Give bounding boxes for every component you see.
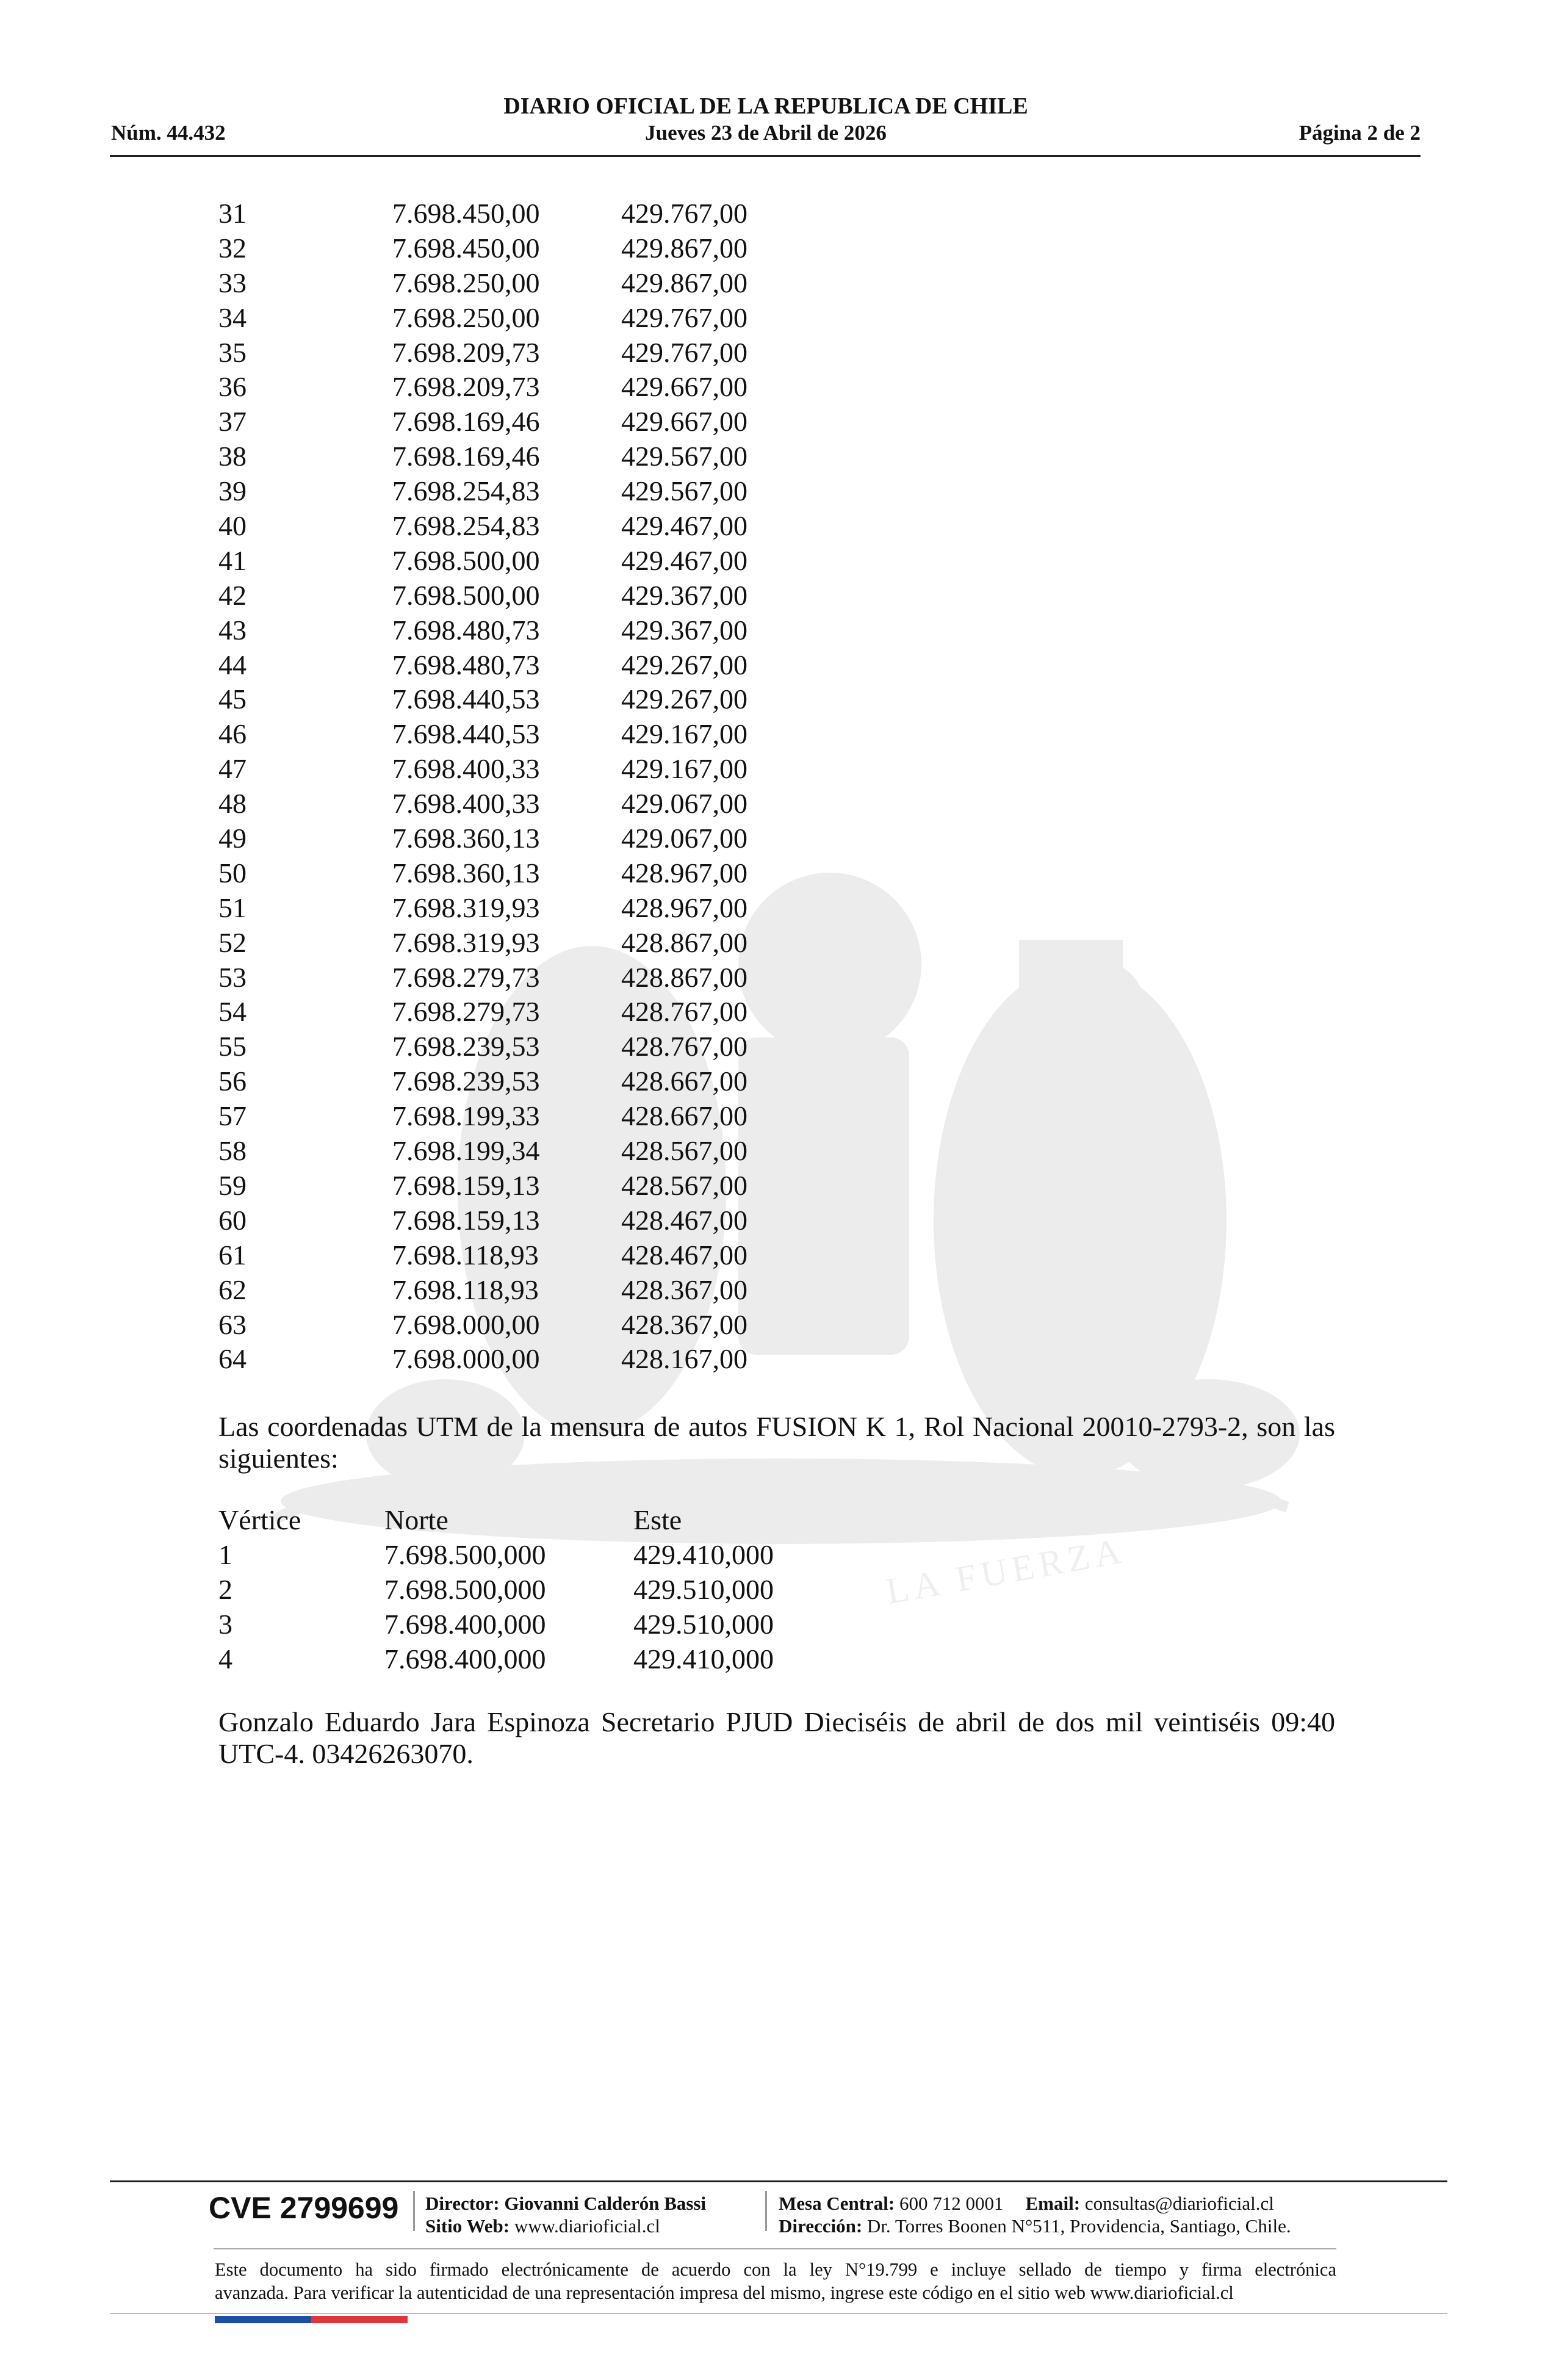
north-coordinate-cell: 7.698.480,73	[392, 649, 540, 680]
north-coordinate-cell: 7.698.239,53	[392, 1031, 540, 1062]
verification-note-line: avanzada. Para verificar la autenticidad de una representación impresa del mismo, ingrese este código en el sitio web www.diarioficial.cl	[215, 2282, 1234, 2303]
north-coordinate-cell: 7.698.250,00	[392, 301, 540, 333]
point-number-cell: 50	[218, 857, 247, 889]
north-coordinate-cell: 7.698.500,00	[392, 544, 540, 576]
east-coordinate-cell: 429.167,00	[621, 753, 747, 785]
east-coordinate-cell: 429.667,00	[621, 406, 747, 438]
east-coordinate-cell: 429.867,00	[621, 232, 747, 264]
vertex-table	[218, 1502, 890, 1676]
east-coordinate-cell: 429.767,00	[621, 198, 747, 229]
east-coordinate-cell: 428.767,00	[621, 1031, 747, 1062]
east-coordinate-cell: 428.367,00	[621, 1274, 747, 1305]
north-header-cell: Norte	[384, 1504, 448, 1535]
table-row	[218, 405, 829, 439]
point-number-cell: 52	[218, 926, 247, 958]
website-label: Sitio Web:	[425, 2215, 510, 2237]
table-row	[218, 891, 829, 926]
east-coordinate-cell: 429.567,00	[621, 441, 747, 472]
publication-title: DIARIO OFICIAL DE LA REPUBLICA DE CHILE	[503, 93, 1028, 119]
table-row	[218, 1308, 829, 1343]
north-coordinate-cell: 7.698.450,00	[392, 232, 540, 264]
east-coordinate-cell: 429.467,00	[621, 510, 747, 542]
point-number-cell: 40	[218, 510, 247, 542]
east-cell: 429.510,000	[633, 1574, 774, 1605]
point-number-cell: 41	[218, 544, 247, 576]
footer-contact-block	[779, 2192, 1291, 2237]
north-coordinate-cell: 7.698.319,93	[392, 926, 540, 958]
table-row	[218, 787, 829, 821]
point-number-cell: 63	[218, 1308, 247, 1340]
east-coordinate-cell: 429.867,00	[621, 267, 747, 298]
point-number-cell: 34	[218, 301, 247, 333]
director-label: Director:	[425, 2193, 500, 2214]
footer-separator	[765, 2191, 767, 2231]
point-number-cell: 39	[218, 475, 247, 507]
north-coordinate-cell: 7.698.319,93	[392, 892, 540, 923]
north-coordinate-cell: 7.698.199,34	[392, 1135, 540, 1167]
cve-code: CVE 2799699	[209, 2191, 399, 2225]
table-row	[218, 926, 829, 961]
table-row	[218, 231, 829, 266]
table-row	[218, 856, 829, 891]
email-link[interactable]: consultas@diarioficial.cl	[1084, 2193, 1274, 2214]
east-coordinate-cell: 428.167,00	[621, 1343, 747, 1375]
table-row	[218, 752, 829, 787]
vertex-table-header	[218, 1502, 890, 1537]
table-row	[218, 474, 829, 509]
footer-director-block	[425, 2192, 706, 2237]
east-coordinate-cell: 429.067,00	[621, 823, 747, 854]
footer-divider	[110, 2180, 1447, 2182]
table-row	[218, 197, 829, 231]
vertex-cell: 4	[218, 1643, 232, 1675]
north-coordinate-cell: 7.698.000,00	[392, 1308, 540, 1340]
address-text: Dr. Torres Boonen N°511, Providencia, Santiago, Chile.	[866, 2215, 1291, 2237]
north-coordinate-cell: 7.698.209,73	[392, 336, 540, 368]
north-coordinate-cell: 7.698.279,73	[392, 961, 540, 993]
north-coordinate-cell: 7.698.169,46	[392, 406, 540, 438]
table-row	[218, 648, 829, 683]
east-coordinate-cell: 429.767,00	[621, 301, 747, 333]
watermark-motto: LA FUERZA	[883, 1530, 1129, 1612]
footer-separator	[413, 2191, 415, 2231]
flag-stripe-red	[311, 2316, 408, 2323]
point-number-cell: 55	[218, 1031, 247, 1062]
flag-stripe-blue	[215, 2316, 311, 2323]
north-coordinate-cell: 7.698.279,73	[392, 996, 540, 1028]
vertex-cell: 2	[218, 1574, 232, 1605]
table-row	[218, 1099, 829, 1134]
north-cell: 7.698.400,000	[384, 1609, 546, 1640]
east-coordinate-cell: 429.067,00	[621, 788, 747, 820]
north-coordinate-cell: 7.698.450,00	[392, 198, 540, 229]
point-number-cell: 54	[218, 996, 247, 1028]
point-number-cell: 37	[218, 406, 247, 438]
table-row	[218, 439, 829, 474]
north-coordinate-cell: 7.698.000,00	[392, 1343, 540, 1375]
east-coordinate-cell: 429.367,00	[621, 579, 747, 611]
phone-number: 600 712 0001	[899, 2193, 1004, 2214]
north-coordinate-cell: 7.698.254,83	[392, 510, 540, 542]
east-coordinate-cell: 429.267,00	[621, 649, 747, 680]
table-row	[218, 1607, 890, 1642]
table-row	[218, 1537, 890, 1572]
table-row	[218, 1030, 829, 1064]
table-row	[218, 1342, 829, 1377]
north-coordinate-cell: 7.698.169,46	[392, 441, 540, 472]
north-coordinate-cell: 7.698.159,13	[392, 1204, 540, 1236]
east-coordinate-cell: 428.467,00	[621, 1204, 747, 1236]
east-coordinate-cell: 428.767,00	[621, 996, 747, 1028]
point-number-cell: 53	[218, 961, 247, 993]
table-row	[218, 370, 829, 405]
vertex-header-cell: Vértice	[218, 1504, 301, 1535]
table-row	[218, 1642, 890, 1676]
table-row	[218, 1238, 829, 1273]
point-number-cell: 49	[218, 823, 247, 854]
point-number-cell: 61	[218, 1239, 247, 1271]
east-coordinate-cell: 429.767,00	[621, 336, 747, 368]
north-coordinate-cell: 7.698.480,73	[392, 614, 540, 646]
north-coordinate-cell: 7.698.500,00	[392, 579, 540, 611]
phone-label: Mesa Central:	[779, 2193, 895, 2214]
north-coordinate-cell: 7.698.400,33	[392, 753, 540, 785]
east-coordinate-cell: 428.967,00	[621, 892, 747, 923]
east-coordinate-cell: 428.967,00	[621, 857, 747, 889]
point-number-cell: 42	[218, 579, 247, 611]
table-row	[218, 301, 829, 336]
east-cell: 429.410,000	[633, 1539, 774, 1570]
publication-date: Jueves 23 de Abril de 2026	[645, 121, 887, 145]
east-coordinate-cell: 429.667,00	[621, 371, 747, 403]
point-number-cell: 62	[218, 1274, 247, 1305]
footer-bottom-rule	[110, 2313, 1447, 2314]
table-row	[218, 579, 829, 613]
verification-note	[215, 2258, 1336, 2304]
east-coordinate-cell: 429.467,00	[621, 544, 747, 576]
point-number-cell: 51	[218, 892, 247, 923]
north-coordinate-cell: 7.698.159,13	[392, 1169, 540, 1201]
table-row	[218, 613, 829, 648]
north-coordinate-cell: 7.698.440,53	[392, 718, 540, 750]
point-number-cell: 36	[218, 371, 247, 403]
table-row	[218, 1572, 890, 1607]
table-row	[218, 821, 829, 856]
east-coordinate-cell: 428.567,00	[621, 1135, 747, 1167]
point-number-cell: 38	[218, 441, 247, 472]
north-coordinate-cell: 7.698.360,13	[392, 823, 540, 854]
point-number-cell: 64	[218, 1343, 247, 1375]
point-number-cell: 35	[218, 336, 247, 368]
table-row	[218, 1134, 829, 1169]
coordinates-table	[218, 197, 829, 1377]
point-number-cell: 59	[218, 1169, 247, 1201]
point-number-cell: 46	[218, 718, 247, 750]
north-coordinate-cell: 7.698.118,93	[392, 1274, 539, 1305]
page-indicator: Página 2 de 2	[1298, 121, 1421, 145]
footer-inner-divider	[214, 2248, 1336, 2249]
point-number-cell: 44	[218, 649, 247, 680]
table-row	[218, 1064, 829, 1099]
north-cell: 7.698.500,000	[384, 1539, 546, 1570]
signature-paragraph: Gonzalo Eduardo Jara Espinoza Secretario PJUD Dieciséis de abril de dos mil veintiséis 09:40 UTC-4. 03426263070.	[218, 1706, 1335, 1769]
verification-note-line: Este documento ha sido firmado electrónicamente de acuerdo con la ley N°19.799 e incluye sellado de tiempo y firma electrónica	[215, 2259, 1336, 2280]
east-coordinate-cell: 429.567,00	[621, 475, 747, 507]
table-row	[218, 961, 829, 995]
address-label: Dirección:	[779, 2215, 863, 2237]
east-coordinate-cell: 429.267,00	[621, 683, 747, 715]
table-row	[218, 336, 829, 370]
point-number-cell: 31	[218, 198, 247, 229]
north-cell: 7.698.500,000	[384, 1574, 546, 1605]
point-number-cell: 56	[218, 1066, 247, 1097]
north-coordinate-cell: 7.698.209,73	[392, 371, 540, 403]
point-number-cell: 45	[218, 683, 247, 715]
east-coordinate-cell: 429.367,00	[621, 614, 747, 646]
north-coordinate-cell: 7.698.400,33	[392, 788, 540, 820]
table-row	[218, 1273, 829, 1308]
utm-intro-paragraph: Las coordenadas UTM de la mensura de autos FUSION K 1, Rol Nacional 20010-2793-2, son las siguientes:	[218, 1411, 1335, 1474]
table-row	[218, 1169, 829, 1203]
table-row	[218, 717, 829, 752]
website-link[interactable]: www.diarioficial.cl	[514, 2215, 660, 2237]
point-number-cell: 47	[218, 753, 247, 785]
table-row	[218, 995, 829, 1030]
point-number-cell: 58	[218, 1135, 247, 1167]
east-coordinate-cell: 428.367,00	[621, 1308, 747, 1340]
point-number-cell: 33	[218, 267, 247, 298]
header-divider	[110, 155, 1421, 157]
east-cell: 429.510,000	[633, 1609, 774, 1640]
point-number-cell: 60	[218, 1204, 247, 1236]
email-label: Email:	[1025, 2193, 1081, 2214]
north-cell: 7.698.400,000	[384, 1643, 546, 1675]
east-coordinate-cell: 428.567,00	[621, 1169, 747, 1201]
east-coordinate-cell: 428.467,00	[621, 1239, 747, 1271]
vertex-cell: 1	[218, 1539, 232, 1570]
vertex-cell: 3	[218, 1609, 232, 1640]
north-coordinate-cell: 7.698.254,83	[392, 475, 540, 507]
north-coordinate-cell: 7.698.440,53	[392, 683, 540, 715]
north-coordinate-cell: 7.698.118,93	[392, 1239, 539, 1271]
north-coordinate-cell: 7.698.239,53	[392, 1066, 540, 1097]
director-name: Giovanni Calderón Bassi	[504, 2193, 707, 2214]
issue-number: Núm. 44.432	[111, 121, 226, 145]
point-number-cell: 43	[218, 614, 247, 646]
table-row	[218, 682, 829, 717]
table-row	[218, 509, 829, 544]
north-coordinate-cell: 7.698.360,13	[392, 857, 540, 889]
east-coordinate-cell: 428.667,00	[621, 1100, 747, 1132]
east-coordinate-cell: 428.867,00	[621, 961, 747, 993]
east-coordinate-cell: 428.867,00	[621, 926, 747, 958]
east-coordinate-cell: 428.667,00	[621, 1066, 747, 1097]
table-row	[218, 266, 829, 301]
point-number-cell: 48	[218, 788, 247, 820]
point-number-cell: 32	[218, 232, 247, 264]
north-coordinate-cell: 7.698.250,00	[392, 267, 540, 298]
east-cell: 429.410,000	[633, 1643, 774, 1675]
table-row	[218, 1203, 829, 1238]
table-row	[218, 544, 829, 579]
east-coordinate-cell: 429.167,00	[621, 718, 747, 750]
east-header-cell: Este	[633, 1504, 682, 1535]
point-number-cell: 57	[218, 1100, 247, 1132]
north-coordinate-cell: 7.698.199,33	[392, 1100, 540, 1132]
